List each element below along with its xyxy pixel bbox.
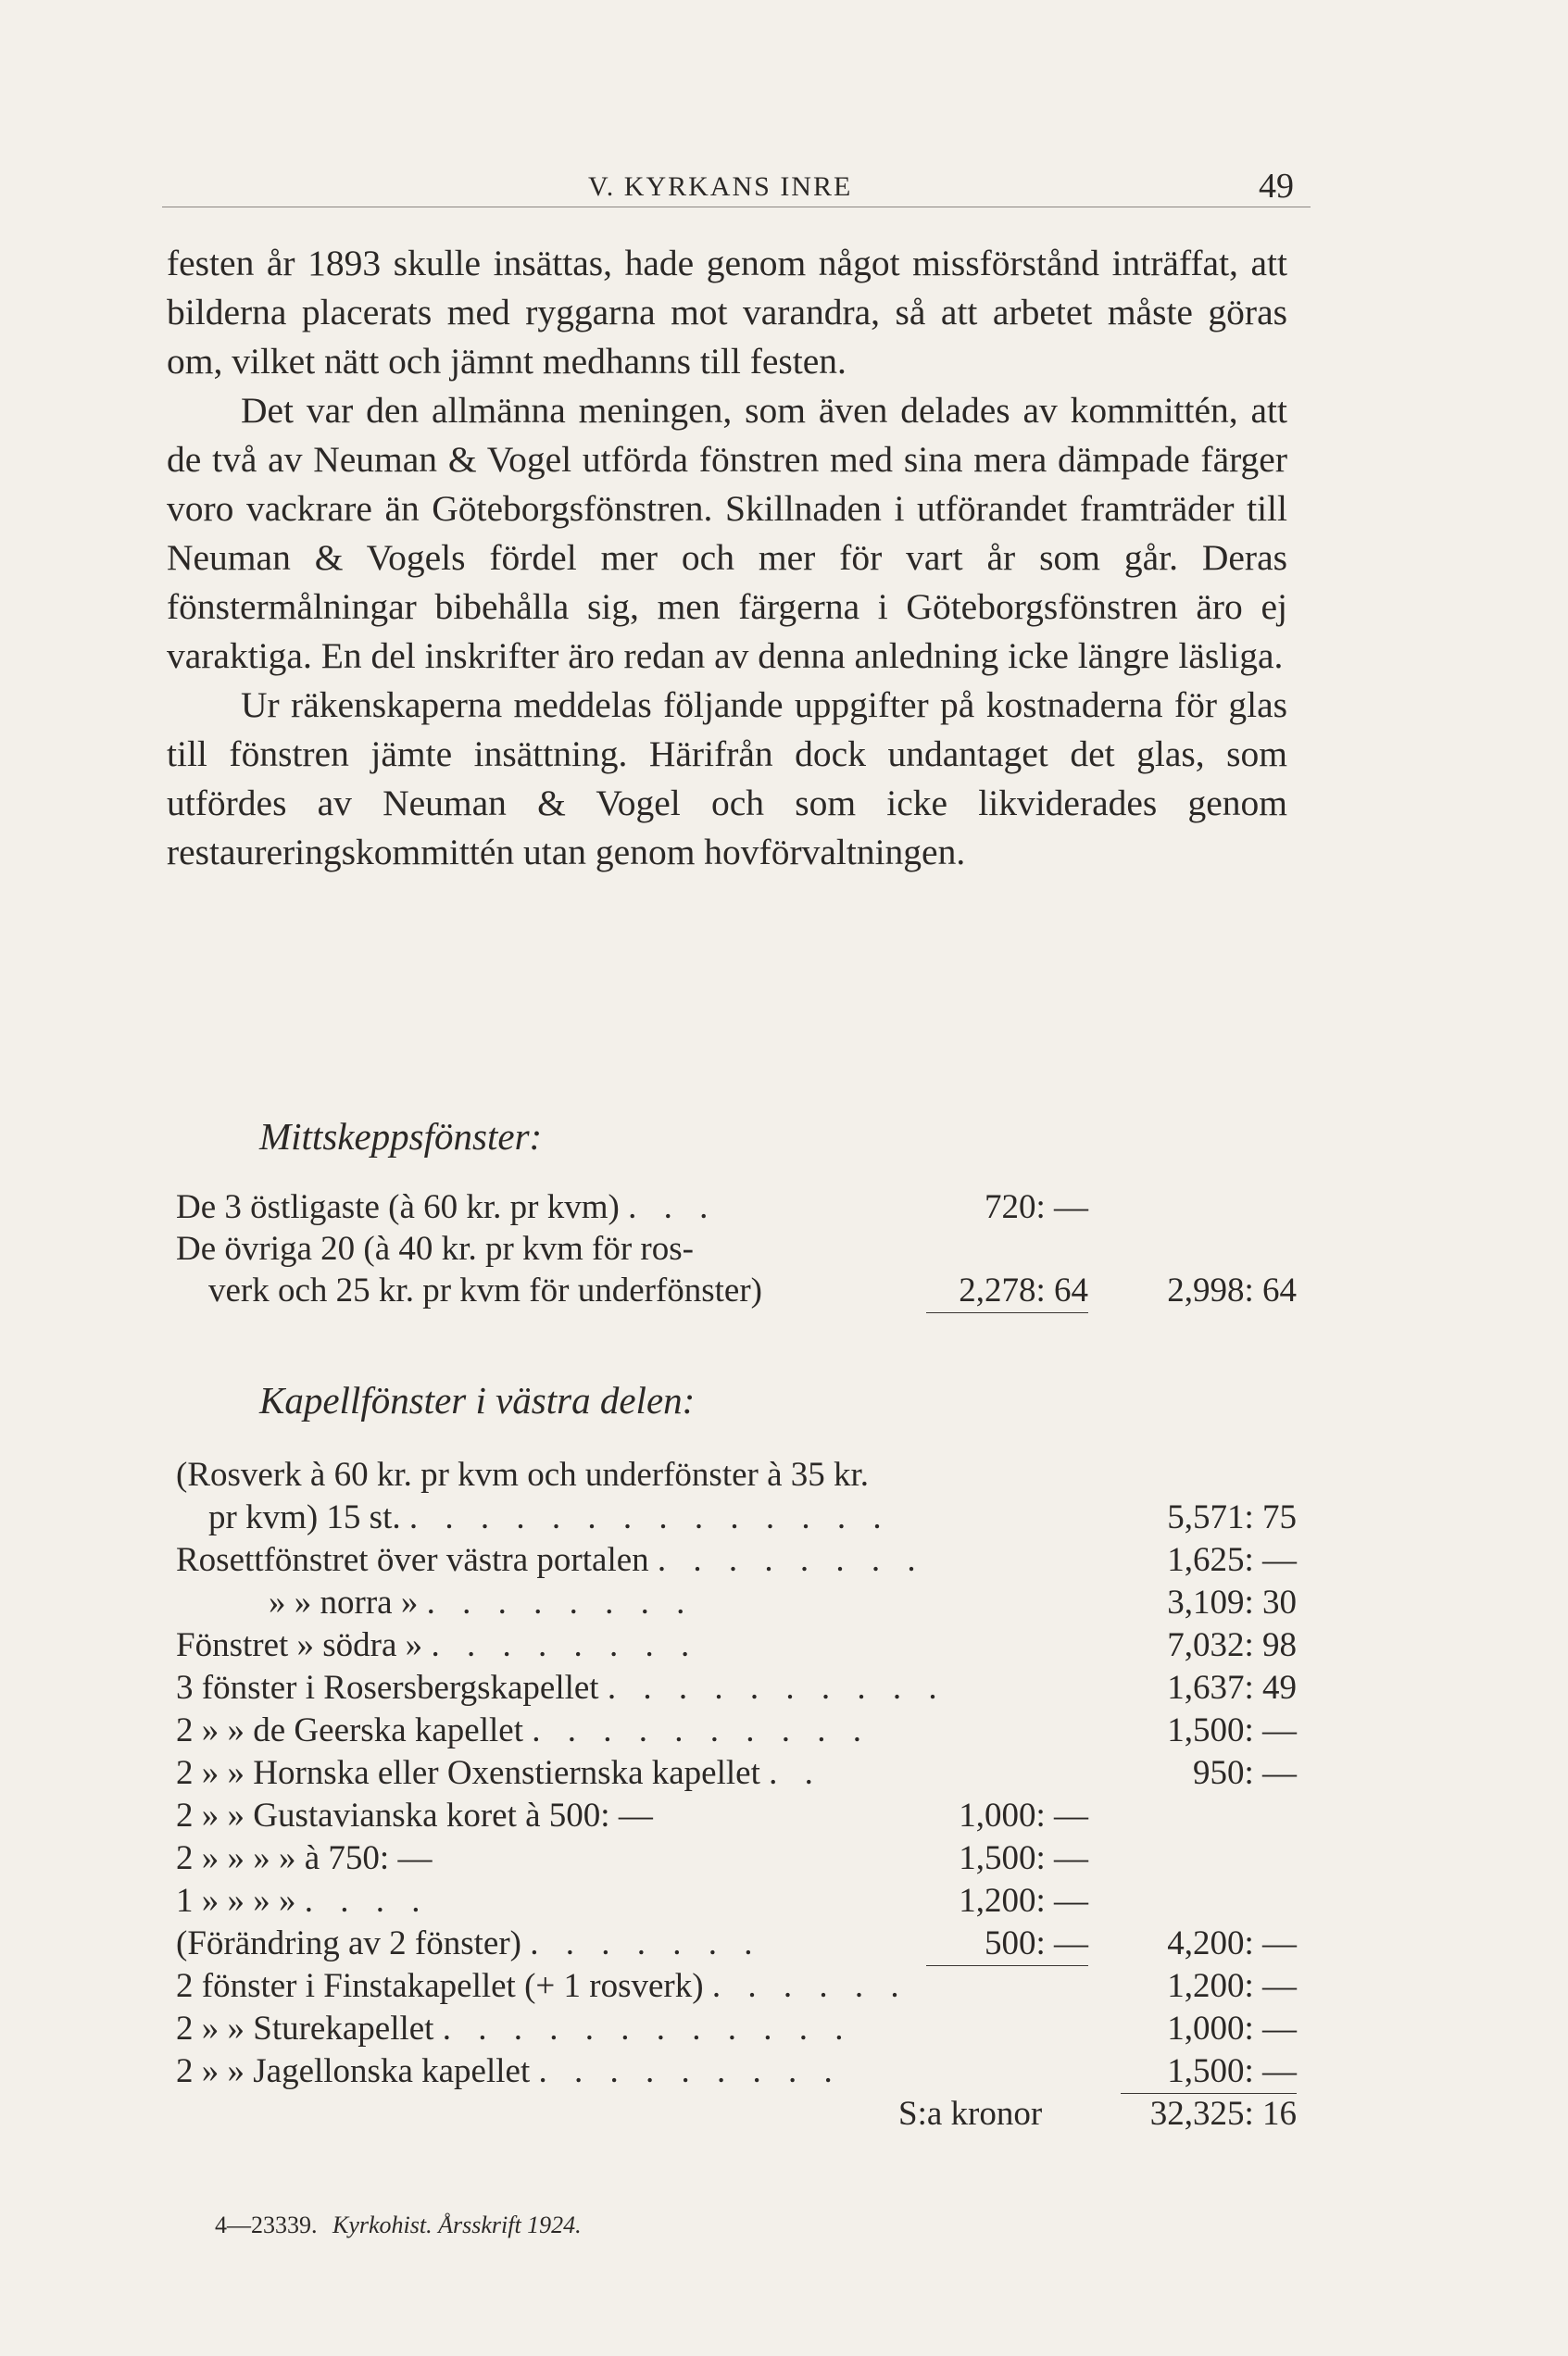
table-row [167,2050,1306,2093]
row-desc: » » norra » . . . . . . . . [269,1584,695,1622]
row-subtotal: 1,000: — [959,1797,1088,1835]
table-row [167,1923,1306,1965]
header-title: V. KYRKANS INRE [588,171,853,202]
row-total: 3,109: 30 [1167,1584,1297,1622]
row-desc: (Förändring av 2 fönster) . . . . . . . [176,1924,762,1962]
row-desc: 2 » » Sturekapellet . . . . . . . . . . . . [176,2010,853,2048]
row-desc: 2 » » Jagellonska kapellet . . . . . . . . . [176,2052,842,2090]
table-row [167,1228,1306,1271]
row-total: 1,500: — [1167,1711,1297,1749]
row-desc: 2 » » » » à 750: — [176,1839,433,1877]
row-subtotal: 1,500: — [959,1839,1088,1877]
table-row [167,1582,1306,1624]
paragraph: festen år 1893 skulle insättas, hade genom något missförstånd inträffat, att bilderna placerats med ryggarna mot varandra, så att arbetet måste göras om, vilket nätt och jämnt medhanns till festen. [167,243,1287,382]
row-total: 7,032: 98 [1167,1626,1297,1664]
row-desc: Fönstret » södra » . . . . . . . . [176,1626,699,1664]
section-heading-kapell: Kapellfönster i västra delen: [259,1379,696,1422]
row-total: 1,200: — [1167,1967,1297,2005]
row-total: 5,571: 75 [1167,1498,1297,1536]
journal-title: Kyrkohist. Årsskrift 1924. [332,2212,582,2238]
table-row [167,1667,1306,1710]
row-desc: pr kvm) 15 st. . . . . . . . . . . . . . . [208,1498,891,1536]
table-row [167,1624,1306,1667]
sum-row [167,2093,1306,2136]
table-row [167,1752,1306,1795]
table-row [167,1710,1306,1752]
row-total: 1,000: — [1167,2010,1297,2048]
row-desc: 3 fönster i Rosersbergskapellet . . . . . . . . . . [176,1669,947,1707]
print-code: 4—23339. [215,2212,318,2238]
section-heading-mittskepp: Mittskeppsfönster: [259,1115,543,1158]
row-desc: (Rosverk à 60 kr. pr kvm och underfönster à 35 kr. [176,1456,870,1494]
row-total: 2,998: 64 [1167,1272,1297,1310]
row-subtotal: 500: — [926,1923,1088,1966]
row-desc: 2 » » de Geerska kapellet . . . . . . . . . . [176,1711,871,1749]
table-row [167,1454,1306,1497]
table-row [167,1965,1306,2008]
row-desc: Rosettfönstret över västra portalen . . . . . . . . [176,1541,925,1579]
row-total: 1,637: 49 [1167,1669,1297,1707]
table-row [167,1539,1306,1582]
body-text [167,239,1287,877]
sum-label: S:a kronor [898,2095,1043,2133]
row-subtotal: 2,278: 64 [926,1270,1088,1313]
row-desc: 2 fönster i Finstakapellet (+ 1 rosverk) . . . . . . [176,1967,909,2005]
row-desc: De övriga 20 (à 40 kr. pr kvm för ros- [176,1230,694,1268]
table-row [167,2008,1306,2050]
page-number: 49 [1259,167,1294,206]
table-row [167,1186,1306,1229]
table-row [167,1795,1306,1837]
row-total: 950: — [1192,1754,1297,1792]
page-footer [215,2212,582,2239]
row-desc: 1 » » » » . . . . [176,1882,430,1920]
row-desc: 2 » » Hornska eller Oxenstiernska kapellet . . [176,1754,822,1792]
sum-value: 32,325: 16 [1149,2095,1297,2133]
row-subtotal: 1,200: — [959,1882,1088,1920]
table-row [167,1270,1306,1312]
running-header [162,169,1311,207]
row-total: 4,200: — [1167,1924,1297,1962]
row-desc: De 3 östligaste (à 60 kr. pr kvm) . . . [176,1188,718,1226]
row-total: 1,500: — [1121,2050,1297,2094]
row-desc: 2 » » Gustavianska koret à 500: — [176,1797,653,1835]
paragraph: Ur räkenskaperna meddelas följande uppgifter på kostnaderna för glas till fönstren jämte insättning. Härifrån dock undantaget det glas, som utfördes av Neuman & Vogel och som icke likviderades genom restaureringskommittén utan genom hovförvaltningen. [167,684,1287,872]
table-row [167,1880,1306,1923]
row-subtotal: 720: — [984,1188,1088,1226]
paragraph: Det var den allmänna meningen, som även delades av kommittén, att de två av Neuman & Vogel utförda fönstren med sina mera dämpade färger voro vackrare än Göteborgsfönstren. Skillnaden i utförandet framträder till Neuman & Vogels fördel mer och mer för vart år som går. Deras fönstermålningar bibehålla sig, men färgerna i Göteborgsfönstren äro ej varaktiga. En del inskrifter äro redan av denna anledning icke längre läsliga. [167,390,1287,676]
row-total: 1,625: — [1167,1541,1297,1579]
table-row [167,1837,1306,1880]
table-row [167,1497,1306,1539]
row-desc: verk och 25 kr. pr kvm för underfönster) [208,1272,762,1310]
